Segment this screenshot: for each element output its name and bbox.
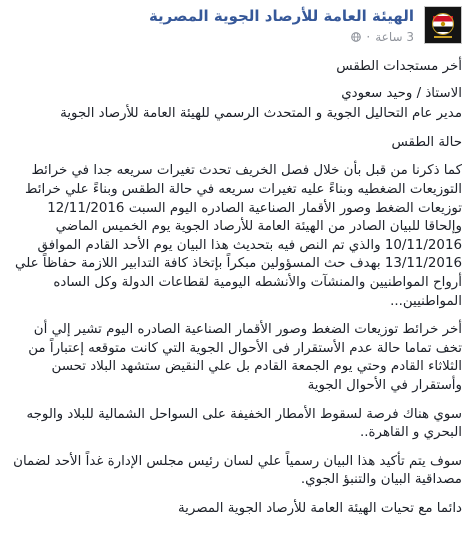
post-timestamp[interactable]: 3 ساعة (375, 30, 414, 44)
author-title: مدير عام التحاليل الجوية و المتحدث الرسمي للهيئة العامة للأرصاد الجوية (60, 106, 462, 122)
post-paragraph: سوف يتم تأكيد هذا البيان رسمياً علي لسان رئيس مجلس الإدارة غداً الأحد لضمان مصداقية البيان والتنبؤ الجوي. (13, 453, 462, 488)
post-paragraph: أخر خرائط توزيعات الضغط وصور الأقمار الصناعية الصادره اليوم تشير إلي أن تخف تماما حالة عدم الأستقرار فى الأحوال الجوية التي كانت متوقعه إعتباراً من الثلاثاء القادم وحتي يوم الجمعة القادم بل علي النقيض ستشهد البلاد تحسن وأستقرار في الأحوال الجوية (28, 322, 462, 393)
post-paragraph: كما ذكرنا من قبل بأن خلال فصل الخريف تحدث تغيرات سريعه جدا في خرائط التوزيعات الضغطيه وبناءً عليه تغيرات سريعه في حالة الطقس وبناءً علي خرائط توزيعات الضغط وصور الأقمار الصناعية الصادره اليوم السبت 12/11/2016 وإلحاقا للبيان الصادر من الهيئة العامة للأرصاد الجوية يوم الخميس الماضي 10/11/2016 والذي تم النص فيه بتحديث هذا البيان يوم الأحد القادم الموافق 13/11/2016 بهدف حث المسؤولين مبكراً بإتخاذ كافة التدابير اللازمة حفاظاً علي أرواح المواطنيين والمنشآت والأنشطه اليومية لقطاعات الدولة وكل الساده المواطنيين... (15, 163, 462, 309)
globe-icon[interactable] (351, 32, 361, 42)
post-signoff: دائما مع تحيات الهيئة العامة للأرصاد الجوية المصرية (177, 500, 462, 516)
author-name: الاستاذ / وحيد سعودي (341, 85, 462, 101)
egyptian-flag-logo (425, 7, 461, 43)
post-headline: أخر مستجدات الطقس (336, 59, 462, 74)
post-body (8, 58, 462, 528)
post-header (8, 4, 462, 48)
page-name-link[interactable]: الهيئة العامة للأرصاد الجوية المصرية (148, 7, 414, 25)
post-meta: 3 ساعة · (351, 30, 414, 44)
page-avatar[interactable] (424, 6, 462, 44)
post-paragraph: سوي هناك فرصة لسقوط الأمطار الخفيفة على السواحل الشمالية للبلاد والوجه البحري و القاهرة.. (26, 406, 462, 441)
section-heading: حالة الطقس (391, 134, 462, 150)
